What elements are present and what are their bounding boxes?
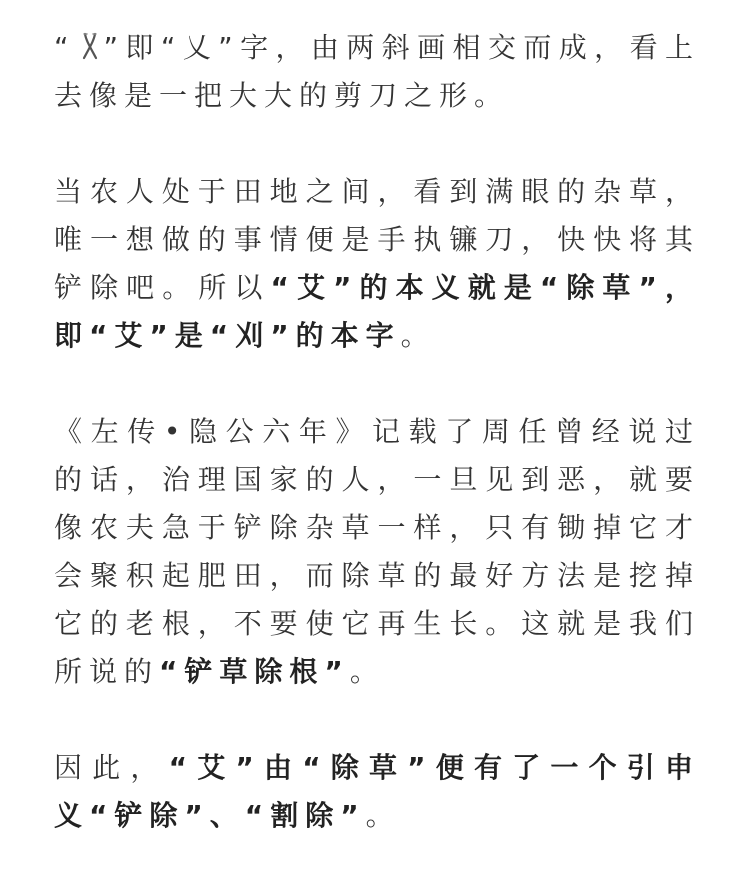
text-segment: 《左传•隐公六年》记载了周任曾经说过的话，治理国家的人，一旦见到恶，就要像农夫急于铲除杂草一样，只有锄掉它才会聚积起肥田，而除草的最好方法是挖掉它的老根，不要使它再生长。这就是我们所说的 [54, 415, 700, 688]
paragraph-farmer-weeding [54, 168, 700, 360]
bold-text-segment: “艾”由“除草”便有了一个引申义“铲除”、“割除” [54, 751, 700, 832]
text-segment: 因此， [54, 751, 169, 784]
text-segment: 。 [349, 655, 385, 688]
bold-text-segment: “艾”的本义就是“除草”，即“艾”是“刈”的本字 [54, 271, 700, 352]
paragraph-zuozhuan-quote [54, 408, 700, 696]
text-segment: 。 [400, 319, 436, 352]
paragraph-glyph-description [54, 24, 700, 120]
article-body [54, 24, 700, 840]
text-segment: 当农人处于田地之间，看到满眼的杂草，唯一想做的事情便是手执镰刀，快快将其铲除吧。所以 [54, 175, 700, 304]
bold-text-segment: “铲草除根” [159, 655, 350, 688]
text-segment: ”即“乂”字，由两斜画相交而成，看上去像是一把大大的剪刀之形。 [54, 31, 700, 112]
text-segment: 。 [365, 799, 401, 832]
paragraph-conclusion [54, 744, 700, 840]
ancient-ai-glyph-icon [77, 28, 103, 58]
text-segment: “ [54, 31, 76, 64]
